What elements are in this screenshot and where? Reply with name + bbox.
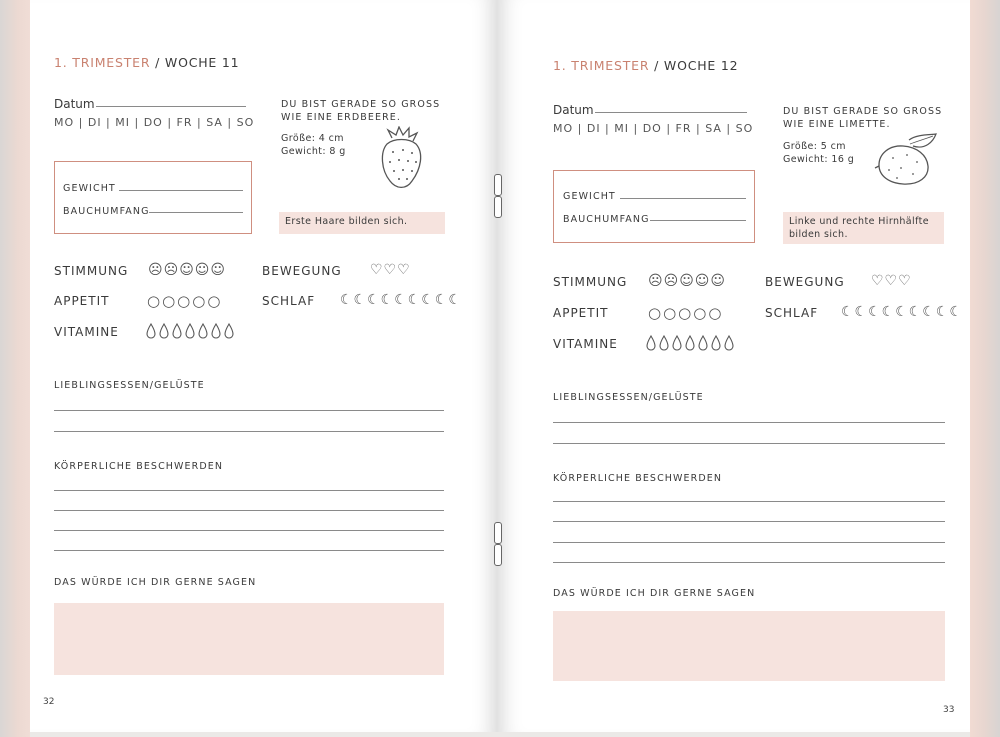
belly-line[interactable] (650, 220, 746, 221)
size-comparison-text: DU BIST GERADE SO GROSS WIE EINE ERDBEERE. (281, 99, 441, 123)
food-line-1[interactable] (54, 410, 444, 411)
message-area[interactable] (553, 611, 945, 681)
date-line[interactable] (595, 112, 747, 113)
complaints-line-4[interactable] (54, 550, 444, 551)
section-favorite-food: LIEBLINGSESSEN/GELÜSTE (54, 380, 205, 391)
book-edge-right (970, 0, 1000, 737)
sleep-icons[interactable]: ☾☾☾☾☾☾☾☾☾ (841, 304, 963, 320)
section-physical-complaints: KÖRPERLICHE BESCHWERDEN (54, 461, 224, 472)
baby-weight: Gewicht: 16 g (783, 154, 855, 165)
belly-label: BAUCHUMFANG (563, 214, 650, 225)
appetite-icons[interactable]: ○○○○○ (147, 292, 223, 310)
complaints-line-3[interactable] (54, 530, 444, 531)
weight-label: GEWICHT (63, 183, 116, 194)
complaints-line-2[interactable] (553, 521, 945, 522)
movement-label: BEWEGUNG (765, 275, 845, 289)
complaints-line-1[interactable] (553, 501, 945, 502)
section-message: DAS WÜRDE ICH DIR GERNE SAGEN (54, 577, 257, 588)
page-header (553, 58, 738, 73)
measurements-box (54, 161, 252, 234)
section-physical-complaints: KÖRPERLICHE BESCHWERDEN (553, 473, 723, 484)
measurements-box (553, 170, 755, 243)
food-line-2[interactable] (54, 431, 444, 432)
belly-line[interactable] (149, 212, 243, 213)
page-left (30, 0, 497, 732)
sleep-label: SCHLAF (262, 294, 316, 308)
weight-line[interactable] (119, 190, 243, 191)
baby-size: Größe: 4 cm (281, 133, 344, 144)
fact-box: Erste Haare bilden sich. (279, 212, 445, 234)
baby-weight: Gewicht: 8 g (281, 146, 346, 157)
page-right (497, 0, 970, 732)
appetite-label: APPETIT (54, 294, 110, 308)
appetite-label: APPETIT (553, 306, 609, 320)
fact-box: Linke und rechte Hirnhälfte bilden sich. (783, 212, 944, 244)
vitamin-icons[interactable] (145, 322, 237, 340)
complaints-line-1[interactable] (54, 490, 444, 491)
vitamins-label: VITAMINE (553, 337, 618, 351)
date-line[interactable] (96, 106, 246, 107)
complaints-line-2[interactable] (54, 510, 444, 511)
strawberry-icon (378, 126, 428, 194)
book-edge-left (0, 0, 30, 737)
mood-icons[interactable]: ☹☹☺☺☺ (648, 273, 726, 289)
complaints-line-3[interactable] (553, 542, 945, 543)
week-label: / WOCHE 11 (155, 55, 240, 70)
vitamin-icons[interactable] (645, 334, 737, 352)
weekday-selector[interactable]: MO | DI | MI | DO | FR | SA | SO (54, 116, 255, 129)
food-line-2[interactable] (553, 443, 945, 444)
binding-ring (494, 196, 502, 218)
binding-ring (494, 174, 502, 196)
trimester-label: 1. TRIMESTER (54, 55, 151, 70)
food-line-1[interactable] (553, 422, 945, 423)
page-header (54, 55, 239, 70)
section-favorite-food: LIEBLINGSESSEN/GELÜSTE (553, 392, 704, 403)
section-message: DAS WÜRDE ICH DIR GERNE SAGEN (553, 588, 756, 599)
sleep-icons[interactable]: ☾☾☾☾☾☾☾☾☾ (340, 292, 462, 308)
belly-label: BAUCHUMFANG (63, 206, 150, 217)
binding-ring (494, 544, 502, 566)
date-label: Datum (553, 103, 594, 117)
message-area[interactable] (54, 603, 444, 675)
movement-icons[interactable]: ♡♡♡ (871, 273, 912, 289)
movement-label: BEWEGUNG (262, 264, 342, 278)
weight-line[interactable] (620, 198, 746, 199)
binding-ring (494, 522, 502, 544)
date-label: Datum (54, 97, 95, 111)
weekday-selector[interactable]: MO | DI | MI | DO | FR | SA | SO (553, 122, 754, 135)
size-comparison-text: DU BIST GERADE SO GROSS WIE EINE LIMETTE. (783, 106, 943, 130)
page-number: 32 (43, 697, 55, 707)
mood-label: STIMMUNG (553, 275, 628, 289)
vitamins-label: VITAMINE (54, 325, 119, 339)
sleep-label: SCHLAF (765, 306, 819, 320)
movement-icons[interactable]: ♡♡♡ (370, 262, 411, 278)
appetite-icons[interactable]: ○○○○○ (648, 304, 724, 322)
mood-label: STIMMUNG (54, 264, 129, 278)
baby-size: Größe: 5 cm (783, 141, 846, 152)
page-number: 33 (943, 705, 955, 715)
week-label: / WOCHE 12 (654, 58, 739, 73)
lime-icon (873, 132, 941, 190)
weight-label: GEWICHT (563, 191, 616, 202)
mood-icons[interactable]: ☹☹☺☺☺ (148, 262, 226, 278)
trimester-label: 1. TRIMESTER (553, 58, 650, 73)
complaints-line-4[interactable] (553, 562, 945, 563)
